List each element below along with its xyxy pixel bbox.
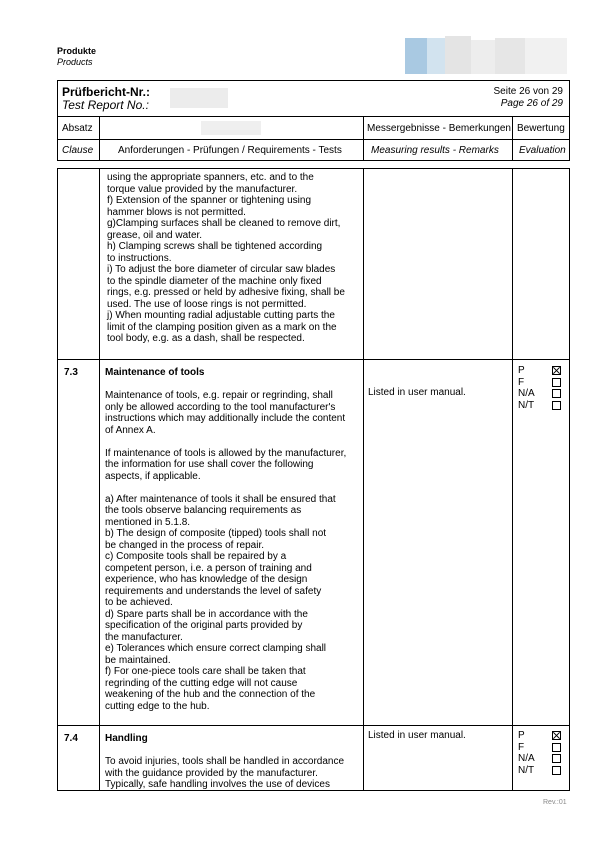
eval-option-nt bbox=[518, 400, 566, 412]
text-line: requirements and understands the level of safety bbox=[105, 585, 322, 597]
eval-label: N/T bbox=[518, 764, 535, 776]
remark-7-3: Listed in user manual. bbox=[368, 387, 466, 398]
eval-option-na bbox=[518, 388, 566, 400]
checked-box-icon bbox=[552, 366, 561, 375]
col-clause-en: Clause bbox=[62, 145, 94, 156]
eval-option-p bbox=[518, 730, 566, 742]
text-line: be maintained. bbox=[105, 654, 171, 666]
eval-label: N/T bbox=[518, 399, 535, 411]
continued-requirement-text bbox=[107, 172, 345, 345]
page-de: Seite 26 von 29 bbox=[493, 86, 563, 97]
page-en: Page 26 of 29 bbox=[500, 98, 563, 109]
checkbox-icon bbox=[552, 754, 561, 763]
text-line: to be achieved. bbox=[105, 597, 173, 608]
text-line: i) To adjust the bore diameter of circular saw blades bbox=[107, 264, 336, 275]
report-no-value-blurred bbox=[170, 88, 228, 108]
evaluation-7-3 bbox=[518, 365, 566, 411]
text-line: to the spindle diameter of the machine only fixed bbox=[107, 275, 322, 287]
text-line: hammer blows is not permitted. bbox=[107, 206, 246, 218]
eval-label: P bbox=[518, 730, 525, 741]
title-maintenance-of-tools: Maintenance of tools bbox=[105, 367, 205, 378]
report-no-en: Test Report No.: bbox=[62, 98, 149, 112]
clause-7-3: 7.3 bbox=[64, 367, 78, 378]
text-line: the information for use shall cover the following bbox=[105, 459, 314, 470]
checked-box-icon bbox=[552, 731, 561, 740]
text-line: experience, who has knowledge of the design bbox=[105, 574, 308, 585]
text-line: using the appropriate spanners, etc. and to the bbox=[107, 172, 314, 183]
text-line: grease, oil and water. bbox=[107, 229, 203, 241]
eval-label: F bbox=[518, 741, 525, 753]
text-line: specification of the original parts provided by bbox=[105, 620, 303, 631]
eval-option-na bbox=[518, 753, 566, 765]
text-line: competent person, i.e. a person of training and bbox=[105, 562, 312, 574]
title-handling: Handling bbox=[105, 733, 148, 744]
revision-label: Rev.:01 bbox=[543, 799, 567, 806]
remark-7-4: Listed in user manual. bbox=[368, 730, 466, 741]
handling-requirement-text bbox=[105, 756, 344, 791]
col-clause-de: Absatz bbox=[62, 123, 93, 134]
eval-label: P bbox=[518, 365, 525, 376]
text-line: aspects, if applicable. bbox=[105, 470, 201, 482]
top-label-de: Produkte bbox=[57, 46, 97, 56]
checkbox-icon bbox=[552, 743, 561, 752]
col-meas-en: Measuring results - Remarks bbox=[371, 145, 499, 156]
text-line: If maintenance of tools is allowed by the manufacturer, bbox=[105, 447, 347, 459]
text-line: be changed in the process of repair. bbox=[105, 539, 264, 551]
text-line: b) The design of composite (tipped) tools shall not bbox=[105, 528, 327, 539]
eval-label: N/A bbox=[518, 753, 535, 764]
col-req: Anforderungen - Prüfungen / Requirements - Tests bbox=[118, 145, 342, 156]
text-line: a) After maintenance of tools it shall be ensured that bbox=[105, 493, 336, 505]
text-line bbox=[105, 482, 346, 494]
eval-label: N/A bbox=[518, 388, 535, 399]
checkbox-icon bbox=[552, 766, 561, 775]
text-line: torque value provided by the manufacturer. bbox=[107, 183, 298, 195]
text-line: with the guidance provided by the manufacturer. bbox=[105, 767, 318, 779]
eval-label: F bbox=[518, 376, 525, 388]
evaluation-7-4 bbox=[518, 730, 566, 776]
text-line: f) Extension of the spanner or tightening using bbox=[107, 195, 312, 206]
text-line: to instructions. bbox=[107, 252, 172, 264]
requirements-table bbox=[57, 168, 570, 791]
report-header bbox=[57, 80, 570, 161]
text-line: cutting edge to the hub. bbox=[105, 700, 210, 712]
text-line bbox=[105, 436, 346, 448]
text-line: e) Tolerances which ensure correct clamping shall bbox=[105, 643, 327, 654]
text-line: regrinding of the cutting edge will not cause bbox=[105, 677, 298, 689]
text-line: d) Spare parts shall be in accordance with the bbox=[105, 608, 308, 620]
text-line: used. The use of loose rings is not permitted. bbox=[107, 298, 307, 310]
text-line: f) For one-piece tools care shall be taken that bbox=[105, 666, 306, 677]
text-line: weakening of the hub and the connection of the bbox=[105, 689, 316, 700]
eval-option-nt bbox=[518, 765, 566, 777]
checkbox-icon bbox=[552, 401, 561, 410]
text-line: Typically, safe handling involves the use of devices bbox=[105, 779, 330, 790]
top-label-en: Products bbox=[57, 57, 93, 67]
text-line: tool body, e.g. as a dash, shall be respected. bbox=[107, 333, 305, 344]
text-line: instructions which may additionally include the content bbox=[105, 413, 346, 424]
top-label bbox=[57, 46, 96, 68]
eval-option-f bbox=[518, 742, 566, 754]
text-line: only be allowed according to the tool manufacturer's bbox=[105, 401, 336, 413]
text-line: the manufacturer. bbox=[105, 631, 183, 643]
text-line: Maintenance of tools, e.g. repair or regrinding, shall bbox=[105, 390, 333, 401]
text-line: of Annex A. bbox=[105, 424, 156, 436]
eval-option-p bbox=[518, 365, 566, 377]
text-line: To avoid injuries, tools shall be handled in accordance bbox=[105, 756, 345, 767]
text-line: rings, e.g. pressed or held by adhesive fixing, shall be bbox=[107, 287, 345, 298]
maintenance-requirement-text bbox=[105, 390, 346, 712]
report-no-de: Prüfbericht-Nr.: bbox=[62, 85, 151, 99]
col-meas-de: Messergebnisse - Bemerkungen bbox=[367, 123, 511, 134]
clause-7-4: 7.4 bbox=[64, 733, 78, 744]
col-eval-en: Evaluation bbox=[519, 145, 566, 156]
checkbox-icon bbox=[552, 389, 561, 398]
col-req-de-blurred bbox=[201, 121, 261, 135]
text-line: h) Clamping screws shall be tightened according bbox=[107, 241, 323, 252]
text-line: j) When mounting radial adjustable cutting parts the bbox=[107, 310, 335, 321]
checkbox-icon bbox=[552, 378, 561, 387]
text-line: limit of the clamping position given as a mark on the bbox=[107, 321, 337, 333]
text-line: c) Composite tools shall be repaired by a bbox=[105, 551, 287, 562]
col-eval-de: Bewertung bbox=[517, 123, 565, 134]
text-line: the tools observe balancing requirements as bbox=[105, 505, 302, 516]
text-line: mentioned in 5.1.8. bbox=[105, 516, 191, 528]
eval-option-f bbox=[518, 377, 566, 389]
text-line: g)Clamping surfaces shall be cleaned to remove dirt, bbox=[107, 218, 341, 229]
